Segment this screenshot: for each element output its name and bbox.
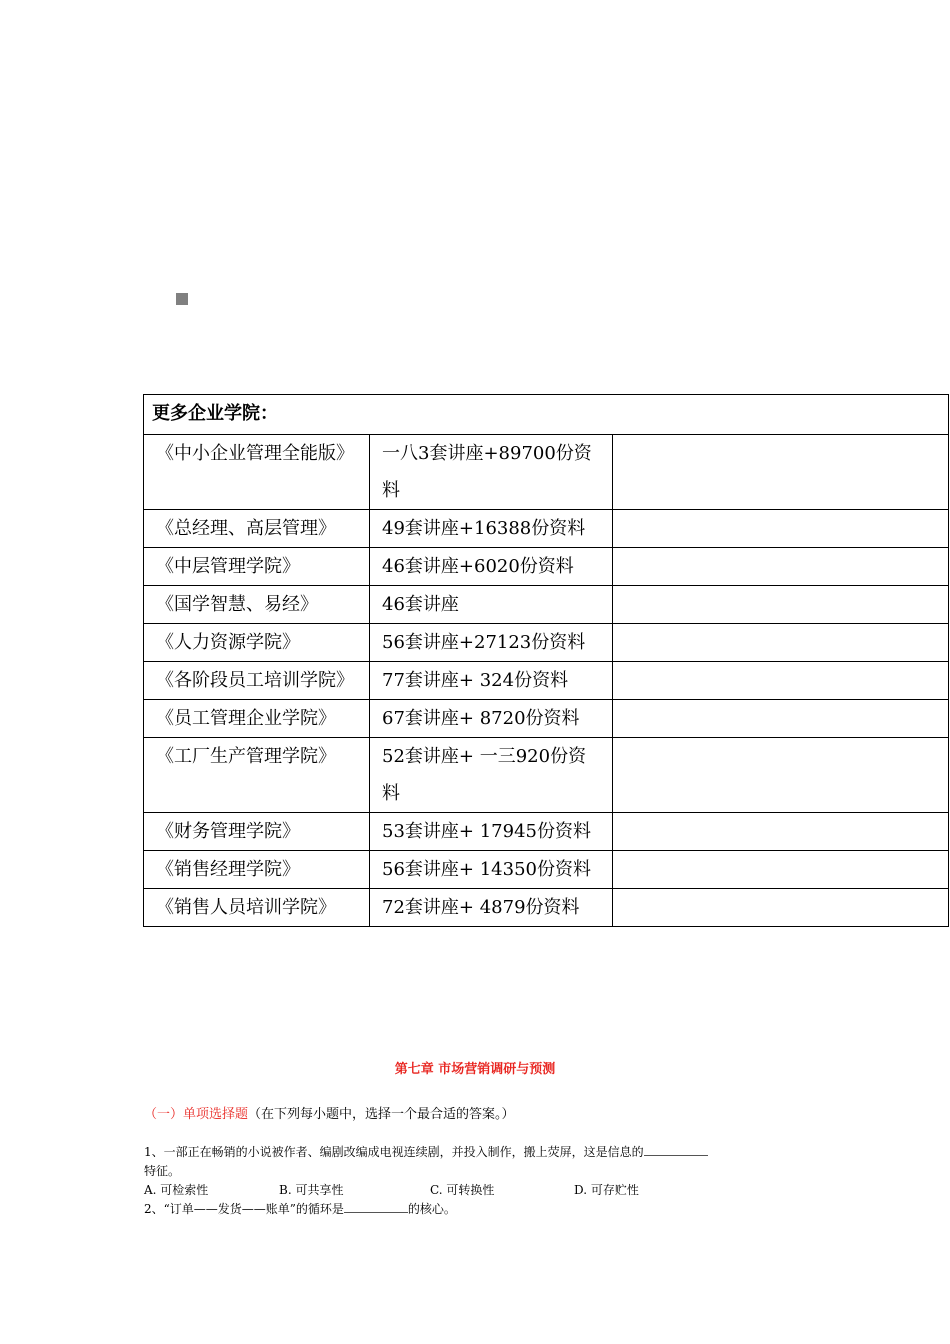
table-row [144,700,949,738]
answer-blank [644,1143,708,1156]
table-row [144,738,949,813]
academy-info-cell: 53套讲座+ 17945份资料 [370,813,613,851]
empty-cell [613,738,949,813]
table-row [144,889,949,927]
academy-info-cell: 56套讲座+27123份资料 [370,624,613,662]
academy-info-cell: 56套讲座+ 14350份资料 [370,851,613,889]
option-c: C. 可转换性 [430,1183,495,1197]
empty-cell [613,851,949,889]
question-2-text-end: 的核心。 [407,1202,456,1216]
question-1 [144,1143,708,1162]
table-header-row [144,395,949,435]
table-row [144,813,949,851]
section-note: （在下列每小题中，选择一个最合适的答案。） [248,1107,515,1122]
question-1-continued: 特征。 [144,1164,181,1178]
table-row [144,510,949,548]
academy-name-cell: 《人力资源学院》 [144,624,370,662]
empty-cell [613,700,949,738]
academy-info-cell: 49套讲座+16388份资料 [370,510,613,548]
academy-name-cell: 《财务管理学院》 [144,813,370,851]
table-row [144,586,949,624]
question-1-text: 1、一部正在畅销的小说被作者、编剧改编成电视连续剧，并投入制作，搬上荧屏，这是信息的 [144,1145,644,1159]
academy-table [143,394,949,927]
academy-name-cell: 《工厂生产管理学院》 [144,738,370,813]
academy-info-cell: 46套讲座 [370,586,613,624]
question-1-options [144,1181,639,1200]
empty-cell [613,548,949,586]
academy-name-cell: 《中层管理学院》 [144,548,370,586]
empty-cell [613,889,949,927]
empty-cell [613,510,949,548]
option-a: A. 可检索性 [144,1183,209,1197]
academy-info-cell: 67套讲座+ 8720份资料 [370,700,613,738]
answer-blank [344,1200,408,1213]
academy-name-cell: 《销售人员培训学院》 [144,889,370,927]
empty-cell [613,624,949,662]
academy-info-cell: 46套讲座+6020份资料 [370,548,613,586]
academy-name-cell: 《各阶段员工培训学院》 [144,662,370,700]
academy-info-cell: 72套讲座+ 4879份资料 [370,889,613,927]
academy-name-cell: 《销售经理学院》 [144,851,370,889]
table-row [144,851,949,889]
academy-info-cell: 一八3套讲座+89700份资料 [370,435,613,510]
option-d: D. 可存贮性 [574,1183,639,1197]
academy-name-cell: 《总经理、高层管理》 [144,510,370,548]
bullet-square-icon [176,293,188,305]
option-b: B. 可共享性 [279,1183,344,1197]
section-heading [144,1103,515,1122]
empty-cell [613,586,949,624]
question-2 [144,1200,456,1219]
academy-info-cell: 77套讲座+ 324份资料 [370,662,613,700]
table-row [144,662,949,700]
academy-name-cell: 《中小企业管理全能版》 [144,435,370,510]
table-row [144,548,949,586]
academy-name-cell: 《国学智慧、易经》 [144,586,370,624]
question-2-text: 2、“订单——发货——账单”的循环是 [144,1202,344,1216]
section-label: （一）单项选择题 [144,1107,249,1122]
table-row [144,435,949,510]
table-header: 更多企业学院： [144,395,949,435]
chapter-title: 第七章 市场营销调研与预测 [394,1062,556,1077]
academy-info-cell: 52套讲座+ 一三920份资料 [370,738,613,813]
academy-name-cell: 《员工管理企业学院》 [144,700,370,738]
table-row [144,624,949,662]
empty-cell [613,662,949,700]
empty-cell [613,435,949,510]
empty-cell [613,813,949,851]
